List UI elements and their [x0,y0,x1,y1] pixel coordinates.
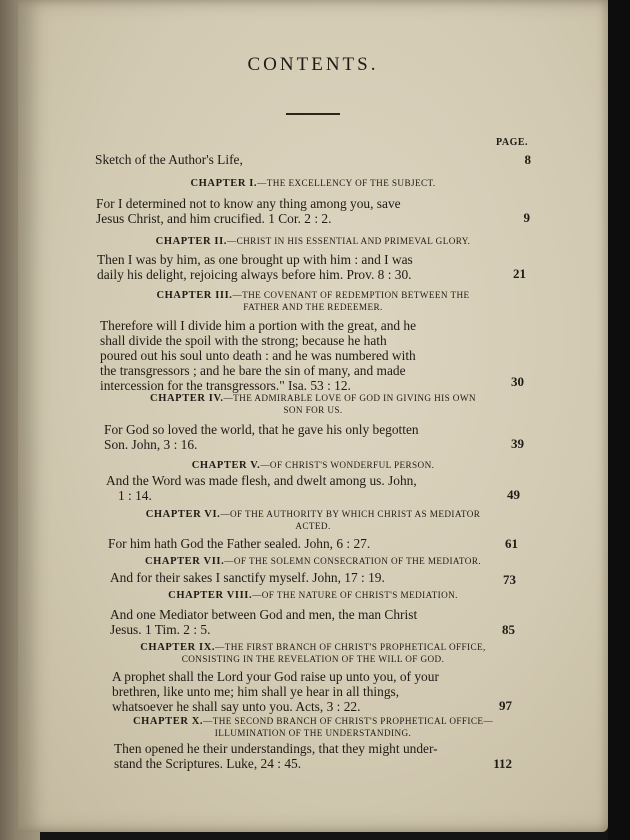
chapter-2-text-line: daily his delight, rejoicing always before him. Prov. 8 : 30. [97,267,412,282]
chapter-1-text-line: For I determined not to know any thing among you, save [96,196,401,211]
sketch-entry: Sketch of the Author's Life, [95,152,243,167]
chapter-subtitle: —THE SECOND BRANCH OF CHRIST'S PROPHETICAL OFFICE— [203,716,493,726]
chapter-subtitle: —THE ADMIRABLE LOVE OF GOD IN GIVING HIS OWN [223,393,476,403]
chapter-9-heading [18,642,608,653]
chapter-label: CHAPTER IV. [150,393,224,404]
sketch-page-number: 8 [524,152,531,167]
chapter-8-page-number: 85 [502,622,515,637]
chapter-5-text-line: And the Word was made flesh, and dwelt among us. John, [106,473,417,488]
contents-page [18,0,608,832]
chapter-6-heading [18,509,608,520]
chapter-6-page-number: 61 [505,536,518,551]
chapter-subtitle: —THE FIRST BRANCH OF CHRIST'S PROPHETICAL OFFICE, [215,642,486,652]
chapter-5-page-number: 49 [507,487,520,502]
background-shadow [608,0,630,840]
chapter-label: CHAPTER IX. [140,642,216,653]
chapter-4-page-number: 39 [511,436,524,451]
chapter-label: CHAPTER X. [132,716,204,727]
chapter-6-text-line: For him hath God the Father sealed. John, 6 : 27. [108,536,371,551]
chapter-subtitle: —OF THE NATURE OF CHRIST'S MEDIATION. [252,590,458,600]
chapter-2-page-number: 21 [513,266,526,281]
chapter-1-heading [18,178,608,189]
chapter-8-text-line: Jesus. 1 Tim. 2 : 5. [110,622,211,637]
chapter-7-page-number: 73 [503,572,516,587]
chapter-9-subtitle-continued: CONSISTING IN THE REVELATION OF THE WILL OF GOD. [181,654,445,664]
chapter-9-page-number: 97 [499,698,512,713]
chapter-6-subtitle-continued: ACTED. [295,521,331,531]
title-rule [286,113,340,115]
chapter-label: CHAPTER VI. [145,509,221,520]
chapter-9-text-line: A prophet shall the Lord your God raise up unto you, of your [112,669,439,684]
chapter-9-text-line: brethren, like unto me; him shall ye hear in all things, [112,684,400,699]
chapter-subtitle: —THE COVENANT OF REDEMPTION BETWEEN THE [232,290,470,300]
chapter-2-text-line: Then I was by him, as one brought up with him : and I was [97,252,413,267]
chapter-2-heading [18,236,608,247]
chapter-3-heading [18,290,608,301]
chapter-1-page-number: 9 [523,210,530,225]
chapter-10-heading [18,716,608,727]
chapter-subtitle: —CHRIST IN HIS ESSENTIAL AND PRIMEVAL GLORY. [227,236,471,246]
chapter-subtitle: —OF THE AUTHORITY BY WHICH CHRIST AS MEDIATOR [220,509,481,519]
chapter-3-subtitle-continued: FATHER AND THE REDEEMER. [243,302,383,312]
chapter-7-heading [18,556,608,567]
chapter-10-page-number: 112 [493,756,512,771]
chapter-10-text-line: Then opened he their understandings, that they might under- [114,741,438,756]
chapter-4-text-line: For God so loved the world, that he gave his only begotten [104,422,419,437]
chapter-8-heading [18,590,608,601]
chapter-4-subtitle-continued: SON FOR US. [283,405,343,415]
chapter-label: CHAPTER V. [191,460,261,471]
chapter-10-text-line: stand the Scriptures. Luke, 24 : 45. [114,756,302,771]
page-title: CONTENTS. [247,54,379,75]
chapter-label: CHAPTER III. [156,290,233,301]
chapter-4-heading [18,393,608,404]
chapter-5-heading [18,460,608,471]
chapter-subtitle: —THE EXCELLENCY OF THE SUBJECT. [257,178,436,188]
chapter-label: CHAPTER II. [155,236,228,247]
chapter-3-page-number: 30 [511,374,524,389]
chapter-label: CHAPTER I. [190,178,258,189]
chapter-8-text-line: And one Mediator between God and men, the man Christ [110,607,418,622]
chapter-4-text-line: Son. John, 3 : 16. [104,437,198,452]
chapter-9-text-line: whatsoever he shall say unto you. Acts, 3 : 22. [112,699,361,714]
chapter-3-text-line: intercession for the transgressors." Isa. 53 : 12. [100,378,351,393]
chapter-3-text-line: the transgressors ; and he bare the sin of many, and made [100,363,406,378]
chapter-1-text-line: Jesus Christ, and him crucified. 1 Cor. 2 : 2. [96,211,332,226]
chapter-subtitle: —OF THE SOLEMN CONSECRATION OF THE MEDIATOR. [224,556,482,566]
chapter-label: CHAPTER VIII. [168,590,253,601]
chapter-10-subtitle-continued: ILLUMINATION OF THE UNDERSTANDING. [214,728,412,738]
chapter-label: CHAPTER VII. [144,556,225,567]
chapter-subtitle: —OF CHRIST'S WONDERFUL PERSON. [260,460,435,470]
chapter-7-text-line: And for their sakes I sanctify myself. John, 17 : 19. [110,570,385,585]
page-column-label: PAGE. [496,137,529,148]
chapter-5-text-line: 1 : 14. [118,488,152,503]
chapter-3-text-line: shall divide the spoil with the strong; because he hath [100,333,387,348]
chapter-3-text-line: poured out his soul unto death : and he was numbered with [100,348,416,363]
chapter-3-text-line: Therefore will I divide him a portion with the great, and he [100,318,417,333]
